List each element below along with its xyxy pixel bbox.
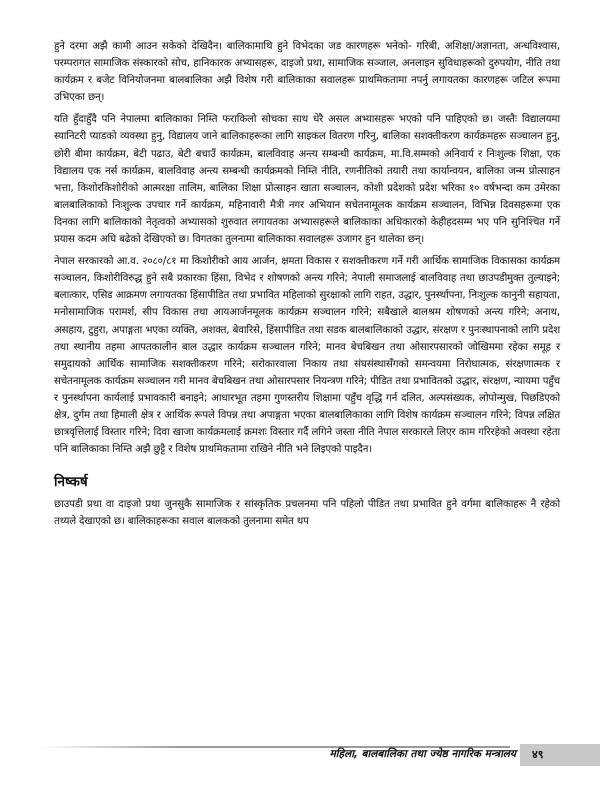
body-paragraph-1: हुने दरमा अझै कामी आउन सकेको देखिदैन। बालिकामाथि हुने विभेदका जड कारणहरू भनेको- गरिबी, अशिक्षा/अज्ञानता, अन्धविश्वास, परम्परागत सामाजिक संस्कारको सोच, हानिकारक अभ्यासहरू, दाइजो प्रथा, सामाजिक सञ्जाल, अनलाइन सुविधाहरूको दुरुपयोग, नीति तथा कार्यक्रम र बजेट विनियोजनमा बालबालिका अझै विशेष गरी बालिकाका सवालहरू प्राथमिकतामा नपर्नु लगायतका कारणहरू जटिल रूपमा उभिएका छन्। bbox=[54, 41, 560, 104]
section-heading: निष्कर्ष bbox=[54, 474, 88, 491]
footer-ministry-title: महिला, बालबालिका तथा ज्येष्ठ नागरिक मन्त्रालय bbox=[329, 748, 516, 760]
page-number: ४९ bbox=[532, 748, 544, 761]
document-body bbox=[54, 38, 560, 535]
page-footer bbox=[0, 744, 600, 770]
body-paragraph-3: नेपाल सरकारको आ.व. २०८०/८१ मा किशोरीको आय आर्जन, क्षमता विकास र सशक्तीकरण गर्ने गरी आर्थिक सामाजिक विकासका कार्यक्रम सञ्चालन, किशोरीविरुद्ध हुने सबै प्रकारका हिंसा, विभेद र शोषणको अन्त्य गरिने; नेपाली समाजलाई बालविवाह तथा छाउपडीमुक्त तुल्याइने; बलात्कार, एसिड आक्रमण लगायतका हिंसापीडित तथा प्रभावित महिलाको सुरक्षाको लागि राहत, उद्धार, पुनर्स्थापना, निःशुल्क कानुनी सहायता, मनोसामाजिक परामर्श, सीप विकास तथा आयआर्जनमूलक कार्यक्रम सञ्चालन गरिने; सबैखाले बालश्रम शोषणको अन्त्य गरिने; अनाथ, असहाय, टुहुरा, अपाङ्गता भएका व्यक्ति, अशक्त, बेवारिसे, हिंसापीडित तथा सडक बालबालिकाको उद्धार, संरक्षण र पुनःस्थापनाको लागि प्रदेश तथा स्थानीय तहमा आपतकालीन बाल उद्धार कार्यक्रम सञ्चालन गरिने; मानव बेचबिखन तथा ओसारपसारको जोखिममा रहेका समूह र समुदायको आर्थिक सामाजिक सशक्तीकरण गरिने; सरोकारवाला निकाय तथा संघसंस्थासँगको समन्वयमा निरोधात्मक, संरक्षणात्मक र सचेतनामूलक कार्यक्रम सञ्चालन गरी मानव बेचबिखन तथा ओसारपसार नियन्त्रण गरिने; पीडित तथा प्रभावितको उद्धार, संरक्षण, न्यायमा पहुँच र पुनर्स्थापना कार्यलाई प्रभावकारी बनाइने; आधारभूत तहमा गुणस्तरीय शिक्षामा पहुँच वृद्धि गर्न दलित, अल्पसंख्यक, लोपोन्मुख, पिछडिएको क्षेत्र, दुर्गम तथा हिमाली क्षेत्र र आर्थिक रूपले विपन्न तथा अपाङ्गता भएका बालबालिकाका लागि विशेष कार्यक्रम सञ्चालन गरिने; विपन्न लक्षित छात्रवृत्तिलाई विस्तार गरिने; दिवा खाजा कार्यक्रमलाई क्रमशः विस्तार गर्दै लगिने जस्ता नीति नेपाल सरकारले लिएर काम गरिरहेको अवस्था रहेता पनि बालिकाका निम्ति अझै छुट्टै र विशेष प्राथमिकतामा राखिने नीति भने लिइएको पाइदैन। bbox=[54, 256, 560, 456]
conclusion-paragraph: छाउपडी प्रथा वा दाइजो प्रथा जुनसुकै सामाजिक र सांस्कृतिक प्रचलनमा पनि पहिलो पीडित तथा प्रभावित हुने वर्गमा बालिकाहरू नै रहेको तथ्यले देखाएको छ। बालिकाहरूका सवाल बालकको तुलनामा समेत थप bbox=[54, 499, 560, 528]
body-paragraph-2: यति हुँदाहुँदै पनि नेपालमा बालिकाका निम्ति फराकिलो सोचका साथ धेरै असल अभ्यासहरू भएको पनि पाहिएको छ। जस्तैः विद्यालयमा स्यानिटरी प्याडको व्यवस्था हुनु, विद्यालय जाने बालिकाहरूका लागि साइकल वितरण गरिनु, बालिका सशक्तीकरण कार्यक्रमहरू सञ्चालन हुनु, छोरी बीमा कार्यक्रम, बेटी पढाउ, बेटी बचाउँ कार्यक्रम, बालविवाह अन्त्य सम्बन्धी कार्यक्रम, मा.वि.सम्मको अनिवार्य र निःशुल्क शिक्षा, एक विद्यालय एक नर्स कार्यक्रम, बालविवाह अन्त्य सम्बन्धी कार्यक्रमको निम्ति नीति, रणनीतिको तयारी तथा कार्यान्वयन, बालिका जन्म प्रोत्साहन भत्ता, किशोरकिशोरीको आत्मरक्षा तालिम, बालिका शिक्षा प्रोत्साहन खाता सञ्चालन, कोशी प्रदेशको प्रदेश भरिका १० वर्षभन्दा कम उमेरका बालबालिकाको निःशुल्क उपचार गर्ने कार्यक्रम, महिनावारी मैत्री नगर अभियान सचेतनामूलक कार्यक्रम सञ्चालन, विभिन्न दिवसहरूमा एक दिनका लागि बालिकाको नेतृत्वको अभ्यासको शुरुवात लगायतका अभ्यासहरूले बालिकाका अधिकारको केहीहदसम्म भए पनि सुनिश्चित गर्ने प्रयास कदम अघि बढेको देखिएको छ। विगतका तुलनामा बालिकाका सवालहरू उजागर हुन थालेका छन्। bbox=[54, 114, 560, 246]
